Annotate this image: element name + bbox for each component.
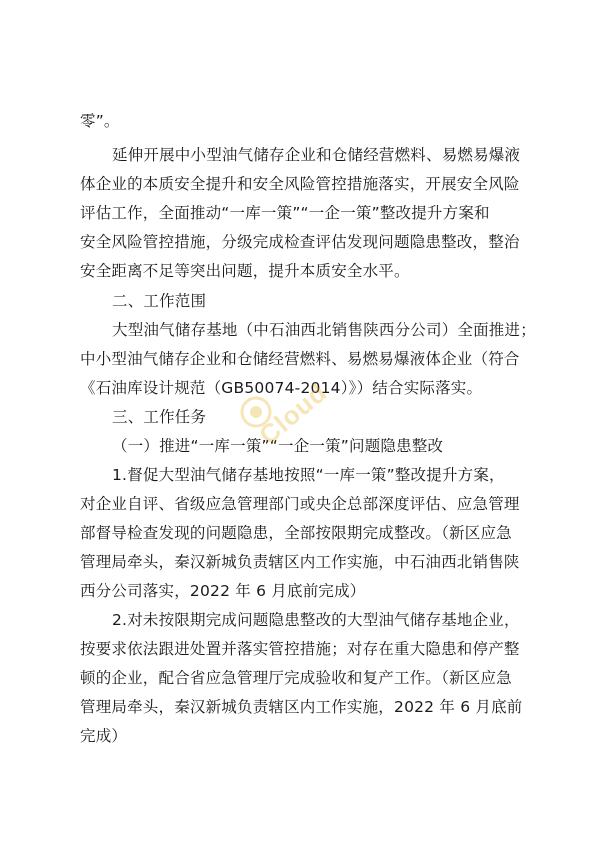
section-heading: 二、工作范围 <box>112 292 207 310</box>
text-line: 完成） <box>80 727 128 745</box>
text-line: 体企业的本质安全提升和安全风险管控措施落实，开展安全风险 <box>80 175 520 193</box>
paragraph-first-line: 2.对未按限期完成问题隐患整改的大型油气储存基地企业， <box>112 611 520 629</box>
text-line: 顿的企业，配合省应急管理厅完成验收和复产工作。（新区应急 <box>80 669 512 687</box>
text-line: 西分公司落实，2022 年 6 月底前完成） <box>80 582 366 600</box>
text-line: 对企业自评、省级应急管理部门或央企总部深度评估、应急管理 <box>80 495 520 513</box>
text-line: 评估工作，全面推动“一库一策”“一企一策”整改提升方案和 <box>80 204 490 222</box>
paragraph-first-line: 1.督促大型油气储存基地按照“一库一策”整改提升方案， <box>112 466 505 484</box>
text-line: 零”。 <box>80 112 120 130</box>
text-line: 部督导检查发现的问题隐患，全部按限期完成整改。（新区应急 <box>80 524 512 542</box>
paragraph-first-line: 延伸开展中小型油气储存企业和仓储经营燃料、易燃易爆液 <box>112 146 521 164</box>
subsection-heading: （一）推进“一库一策”“一企一策”问题隐患整改 <box>112 437 444 455</box>
section-heading: 三、工作任务 <box>112 408 207 426</box>
text-line: 安全距离不足等突出问题，提升本质安全水平。 <box>80 262 410 280</box>
text-line: 管理局牵头，秦汉新城负责辖区内工作实施，2022 年 6 月底前 <box>80 698 523 716</box>
text-line: 管理局牵头，秦汉新城负责辖区内工作实施，中石油西北销售陕 <box>80 553 520 571</box>
text-line: 安全风险管控措施，分级完成检查评估发现问题隐患整改，整治 <box>80 233 520 251</box>
text-line: 按要求依法跟进处置并落实管控措施；对存在重大隐患和停产整 <box>80 640 520 658</box>
text-line: 《石油库设计规范（GB50074-2014）》）结合实际落实。 <box>80 379 483 397</box>
watermark-text: Cloud <box>253 376 333 451</box>
text-line: 中小型油气储存企业和仓储经营燃料、易燃易爆液体企业（符合 <box>80 350 520 368</box>
paragraph-first-line: 大型油气储存基地（中石油西北销售陕西分公司）全面推进； <box>112 321 536 339</box>
